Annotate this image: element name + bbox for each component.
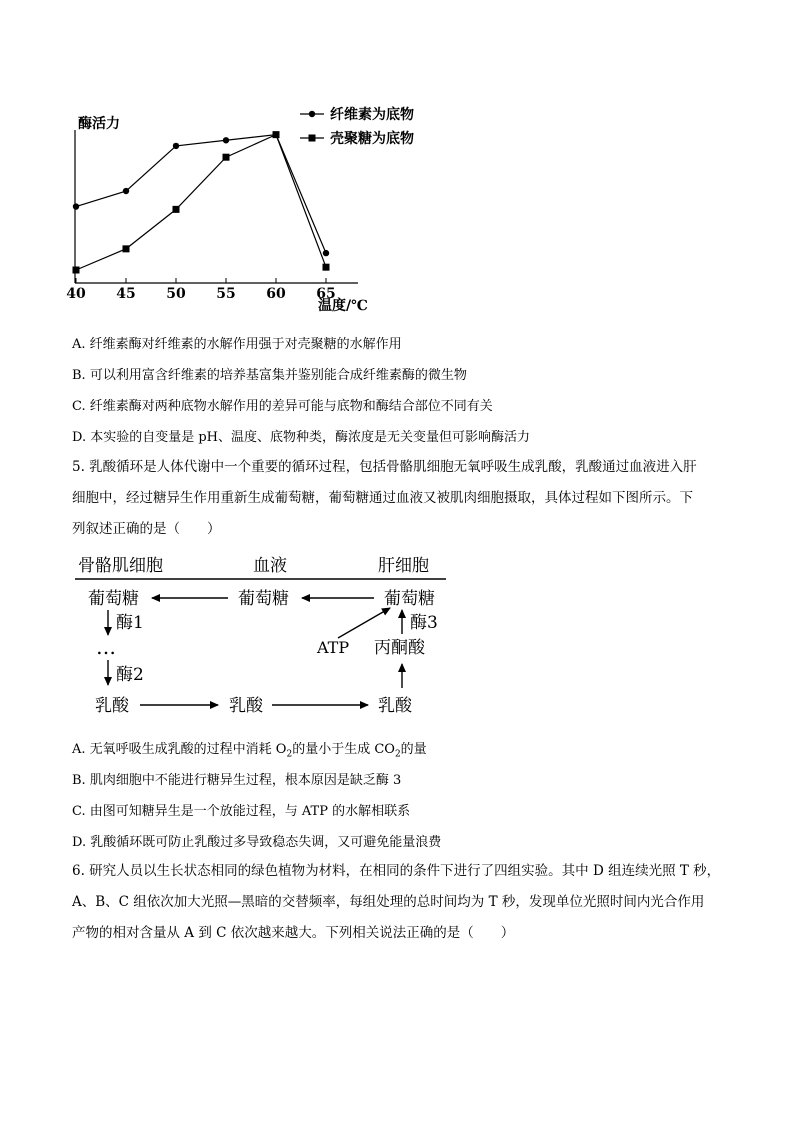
q6-stem-line: 产物的相对含量从 A 到 C 依次越来越大。下列相关说法正确的是（ ） <box>72 925 515 941</box>
q4-option-b: B. 可以利用富含纤维素的培养基富集并鉴别能合成纤维素酶的微生物 <box>72 368 467 383</box>
glucose-muscle: 葡萄糖 <box>88 589 139 609</box>
header-liver-cell: 肝细胞 <box>378 556 429 576</box>
enzyme3-label: 酶3 <box>410 613 438 633</box>
data-point-chitosan <box>323 264 330 271</box>
glucose-liver: 葡萄糖 <box>384 589 435 609</box>
x-tick-label: 55 <box>216 286 236 302</box>
pyruvate-liver: 丙酮酸 <box>374 638 425 658</box>
atp-label: ATP <box>317 638 350 657</box>
y-axis-label: 酶活力 <box>78 116 120 132</box>
q5-stem-line: 细胞中，经过糖异生作用重新生成葡萄糖，葡萄糖通过血液又被肌肉细胞摄取，具体过程如下图所示。下 <box>72 490 693 506</box>
series-line-cellulose <box>76 135 326 253</box>
legend-label-chitosan: 壳聚糖为底物 <box>330 131 414 147</box>
x-axis-label: 温度/℃ <box>318 298 368 314</box>
q4-option-a: A. 纤维素酶对纤维素的水解作用强于对壳聚糖的水解作用 <box>72 337 402 352</box>
data-point-chitosan <box>123 245 130 252</box>
subscript: 2 <box>286 749 293 760</box>
data-point-cellulose <box>223 137 229 143</box>
intermediate-ellipsis: … <box>96 635 116 659</box>
chart-ticks <box>66 278 335 302</box>
chart-series <box>73 131 330 273</box>
data-point-chitosan <box>73 267 80 274</box>
enzyme2-label: 酶2 <box>116 665 144 685</box>
data-point-cellulose <box>173 143 179 149</box>
q6-stem-line: A、B、C 组依次加大光照—黑暗的交替频率，每组处理的总时间均为 T 秒，发现单位光照时间内光合作用 <box>72 894 705 910</box>
chart-axes <box>75 130 358 283</box>
lactate-liver: 乳酸 <box>378 696 412 716</box>
chart-legend <box>300 106 414 147</box>
q6-stem-line: 6. 研究人员以生长状态相同的绿色植物为材料，在相同的条件下进行了四组实验。其中 D 组连续光照 T 秒， <box>72 863 721 879</box>
legend-marker-cellulose <box>309 111 315 117</box>
data-point-chitosan <box>223 154 230 161</box>
arrow-atp-to-glucose <box>338 608 390 638</box>
x-tick-label: 60 <box>266 286 286 302</box>
series-line-chitosan <box>76 135 326 270</box>
data-point-cellulose <box>323 250 329 256</box>
header-muscle-cell: 骨骼肌细胞 <box>78 556 163 576</box>
subscript: 2 <box>394 749 401 760</box>
q6-stem <box>72 856 720 949</box>
lactate-blood: 乳酸 <box>229 696 263 716</box>
header-blood: 血液 <box>253 556 287 576</box>
q4-option-d: D. 本实验的自变量是 pH、温度、底物种类，酶浓度是无关变量但可影响酶活力 <box>72 430 531 445</box>
legend-label-cellulose: 纤维素为底物 <box>330 107 414 123</box>
x-tick-label: 45 <box>116 286 136 302</box>
q5-option-b: B. 肌肉细胞中不能进行糖异生过程，根本原因是缺乏酶 3 <box>72 773 402 788</box>
q5-stem <box>72 452 697 545</box>
data-point-chitosan <box>173 206 180 213</box>
q4-option-c: C. 纤维素酶对两种底物水解作用的差异可能与底物和酶结合部位不同有关 <box>72 399 493 414</box>
x-tick-label: 65 <box>316 286 336 302</box>
q5-stem-line: 5. 乳酸循环是人体代谢中一个重要的循环过程，包括骨骼肌细胞无氧呼吸生成乳酸，乳酸通过血液进入肝 <box>72 459 697 475</box>
x-tick-label: 50 <box>166 286 186 302</box>
x-tick-label: 40 <box>66 286 86 302</box>
q5-option-a: A. 无氧呼吸生成乳酸的过程中消耗 $O_2$的量小于生成 $CO_2$的量 <box>72 742 427 760</box>
data-point-cellulose <box>123 188 129 194</box>
lactate-cycle-diagram <box>0 540 794 730</box>
data-point-cellulose <box>73 203 79 209</box>
q5-option-c: C. 由图可知糖异生是一个放能过程，与 ATP 的水解相联系 <box>72 804 411 819</box>
enzyme1-label: 酶1 <box>116 613 144 633</box>
glucose-blood: 葡萄糖 <box>238 589 289 609</box>
legend-marker-chitosan <box>309 135 316 142</box>
data-point-chitosan <box>273 131 280 138</box>
q5-stem-line: 列叙述正确的是（ ） <box>72 521 221 537</box>
q5-option-d: D. 乳酸循环既可防止乳酸过多导致稳态失调，又可避免能量浪费 <box>72 835 442 850</box>
lactate-muscle: 乳酸 <box>95 696 129 716</box>
enzyme-activity-chart <box>0 0 794 330</box>
